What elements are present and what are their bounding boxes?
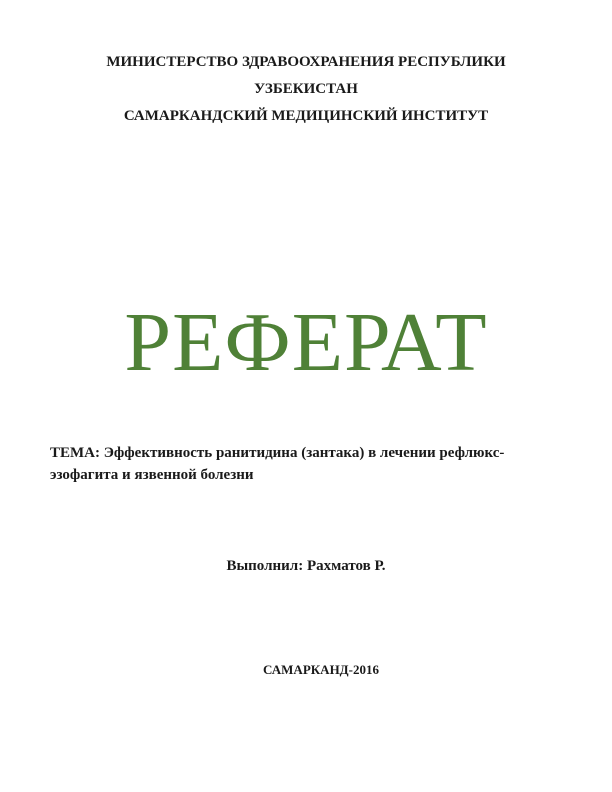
topic-label: ТЕМА: — [50, 445, 100, 461]
ministry-line: МИНИСТЕРСТВО ЗДРАВООХРАНЕНИЯ РЕСПУБЛИКИ — [106, 54, 506, 70]
institute-line: САМАРКАНДСКИЙ МЕДИЦИНСКИЙ ИНСТИТУТ — [123, 108, 489, 124]
country-line: УЗБЕКИСТАН — [254, 81, 358, 97]
author-block — [0, 555, 612, 577]
topic-block — [50, 442, 550, 486]
author-label: Выполнил: — [226, 558, 304, 574]
author-name: Рахматов Р. — [306, 558, 386, 574]
institution-header — [0, 49, 612, 130]
city-year: САМАРКАНД-2016 — [263, 662, 379, 677]
topic-text: Эффективность ранитидина (зантака) в лечении рефлюкс-эзофагита и язвенной болезни — [50, 445, 505, 483]
document-type-title: РЕФЕРАТ — [124, 296, 488, 389]
